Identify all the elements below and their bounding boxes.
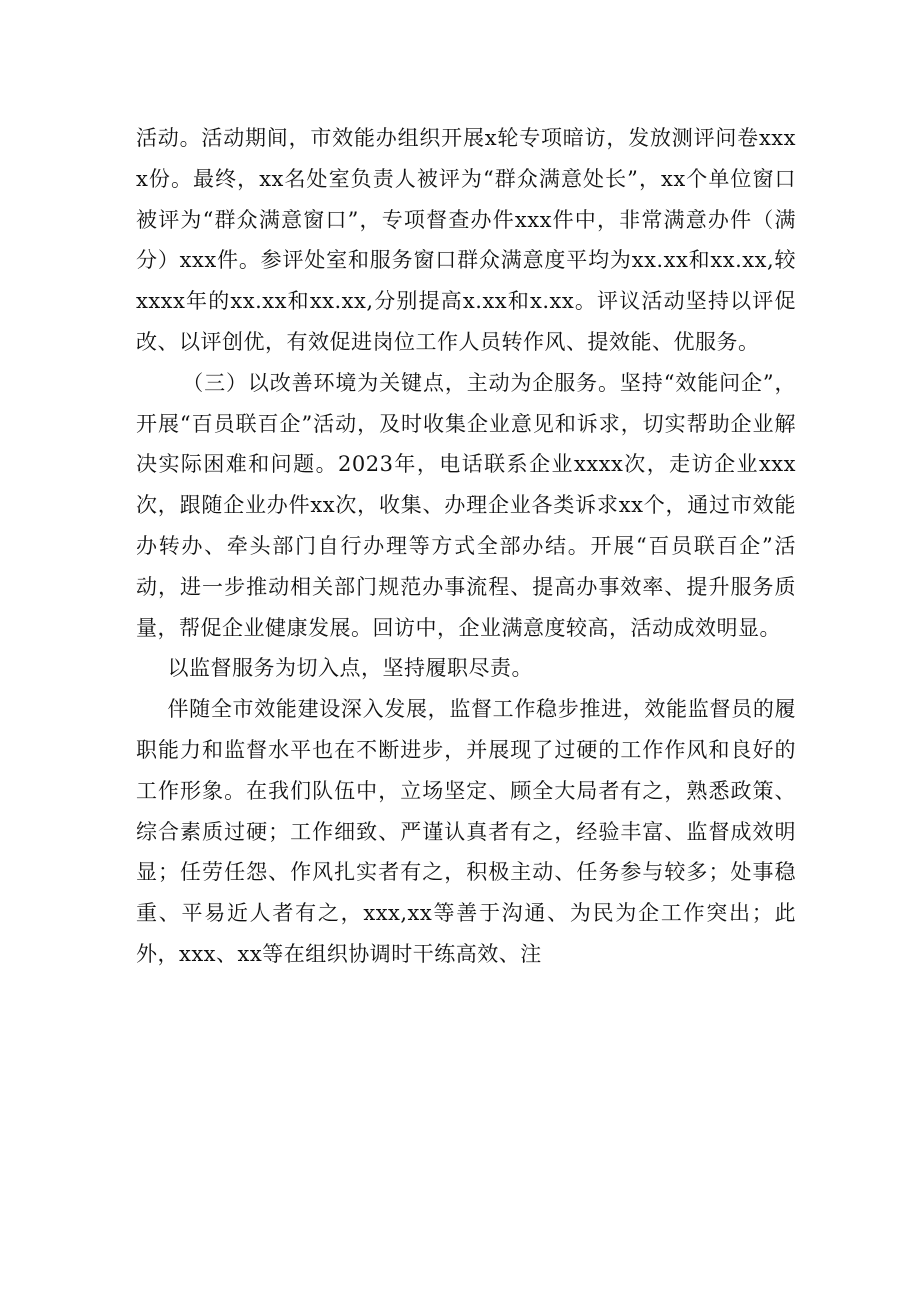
paragraph-supervisor-performance: 伴随全市效能建设深入发展，监督工作稳步推进，效能监督员的履职能力和监督水平也在不断进步，并展现了过硬的工作作风和良好的工作形象。在我们队伍中，立场坚定、顾全大局者有之，熟悉政策、综合素质过硬；工作细致、严谨认真者有之，经验丰富、监督成效明显；任劳任怨、作风扎实者有之，积极主动、任务参与较多；处事稳重、平易近人者有之，xxx,xx等善于沟通、为民为企工作突出；此外，xxx、xx等在组织协调时干练高效、注	[136, 697, 796, 966]
document-body	[136, 118, 796, 975]
paragraph-evaluation-results: 活动。活动期间，市效能办组织开展x轮专项暗访，发放测评问卷xxxx份。最终，xx名处室负责人被评为“群众满意处长”，xx个单位窗口被评为“群众满意窗口”，专项督查办件xxx件中，非常满意办件（满分）xxx件。参评处室和服务窗口群众满意度平均为xx.xx和xx.xx,较xxxx年的xx.xx和xx.xx,分别提高x.xx和x.xx。评议活动坚持以评促改、以评创优，有效促进岗位工作人员转作风、提效能、优服务。	[136, 126, 796, 354]
paragraph-supervision-heading: 以监督服务为切入点，坚持履职尽责。	[167, 656, 533, 681]
paragraph-enterprise-service: （三）以改善环境为关键点，主动为企服务。坚持“效能问企”，开展“百员联百企”活动，及时收集企业意见和诉求，切实帮助企业解决实际困难和问题。2023年，电话联系企业xxxx次，走访企业xxx次，跟随企业办件xx次，收集、办理企业各类诉求xx个，通过市效能办转办、牵头部门自行办理等方式全部办结。开展“百员联百企”活动，进一步推动相关部门规范办事流程、提高办事效率、提升服务质量，帮促企业健康发展。回访中，企业满意度较高，活动成效明显。	[136, 370, 796, 640]
